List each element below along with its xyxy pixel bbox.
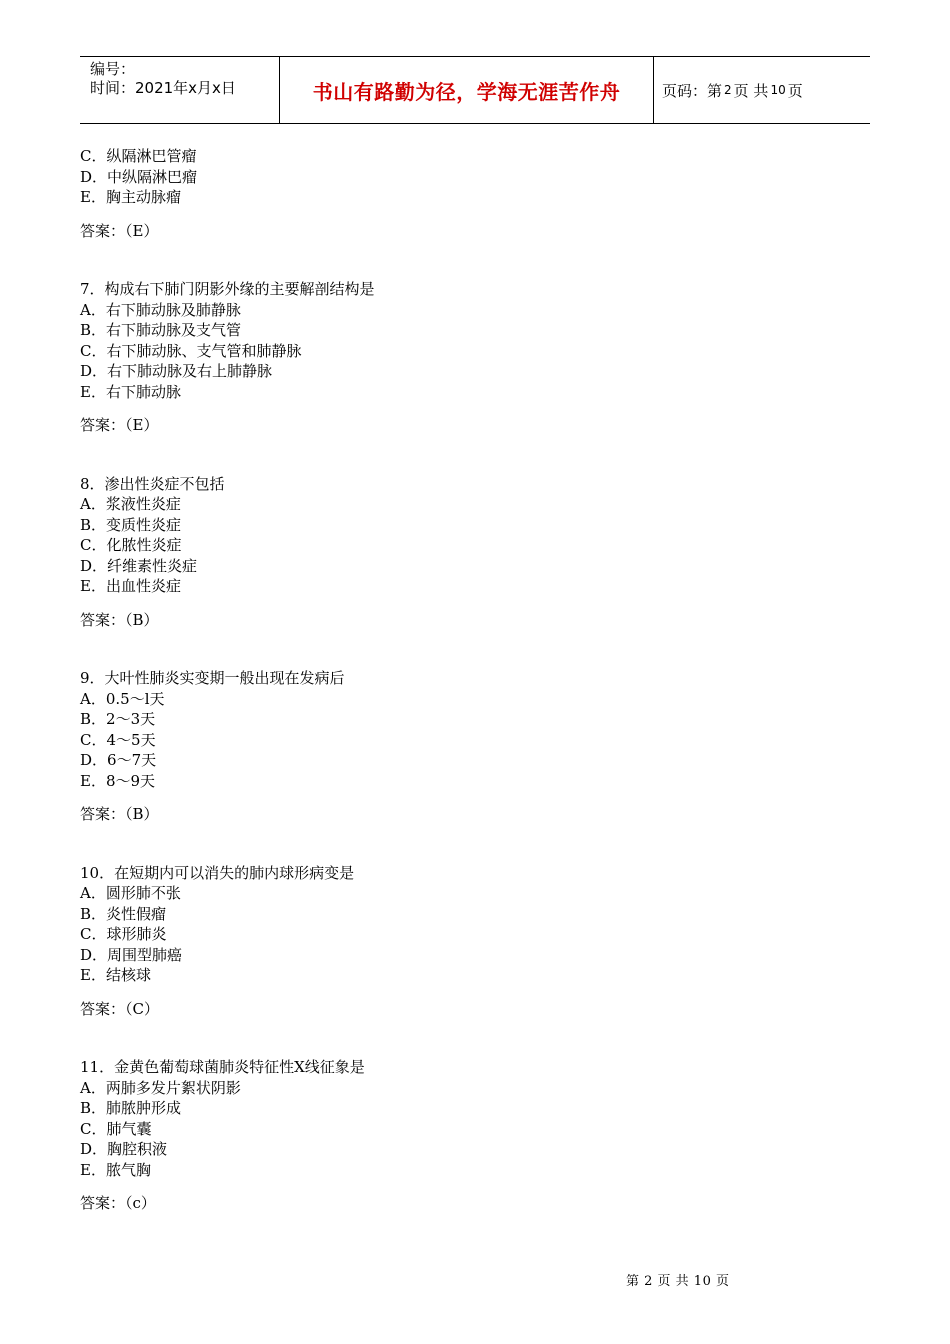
option: D．6～7天 bbox=[80, 751, 157, 769]
question-stem: 10．在短期内可以消失的肺内球形病变是 bbox=[80, 863, 355, 882]
option: C．4～5天 bbox=[80, 730, 156, 749]
header-meta bbox=[80, 57, 280, 123]
question-stem: 7．构成右下肺门阴影外缘的主要解剖结构是 bbox=[80, 280, 375, 298]
option: B．炎性假瘤 bbox=[80, 904, 167, 923]
option: A．圆形肺不张 bbox=[80, 884, 181, 902]
option: C．化脓性炎症 bbox=[80, 536, 182, 554]
question-content bbox=[80, 146, 860, 1214]
option: C．肺气囊 bbox=[80, 1119, 152, 1138]
question-stem: 9．大叶性肺炎实变期一般出现在发病后 bbox=[80, 669, 345, 687]
option: C．右下肺动脉、支气管和肺静脉 bbox=[80, 341, 302, 360]
option: B．右下肺动脉及支气管 bbox=[80, 321, 242, 339]
option: B．变质性炎症 bbox=[80, 515, 182, 534]
option: D．胸腔积液 bbox=[80, 1140, 168, 1158]
question-stem: 8．渗出性炎症不包括 bbox=[80, 474, 225, 493]
option: E．脓气胸 bbox=[80, 1160, 151, 1179]
option: E．出血性炎症 bbox=[80, 577, 181, 595]
option: A．0.5～l天 bbox=[80, 689, 165, 708]
answer: 答案：（E） bbox=[80, 416, 159, 434]
question-7 bbox=[80, 279, 860, 436]
answer: 答案：（C） bbox=[80, 999, 159, 1018]
option: D．周围型肺癌 bbox=[80, 945, 183, 964]
answer: 答案：（E） bbox=[80, 221, 159, 240]
option: D．中纵隔淋巴瘤 bbox=[80, 167, 198, 186]
option: B．2～3天 bbox=[80, 710, 156, 728]
document-time: 时间：2021年x月x日 bbox=[90, 79, 236, 97]
answer: 答案：（c） bbox=[80, 1194, 156, 1212]
header-page-info bbox=[654, 57, 870, 123]
page-header bbox=[80, 56, 870, 124]
option: A．右下肺动脉及肺静脉 bbox=[80, 300, 241, 319]
option: C．球形肺炎 bbox=[80, 925, 167, 943]
option: A．浆液性炎症 bbox=[80, 495, 181, 513]
option: A．两肺多发片絮状阴影 bbox=[80, 1078, 241, 1097]
question-9 bbox=[80, 668, 860, 825]
page-total: 10 bbox=[770, 83, 786, 97]
option: E．右下肺动脉 bbox=[80, 382, 181, 401]
page-number: 2 bbox=[724, 83, 732, 97]
previous-question-tail bbox=[80, 146, 860, 241]
question-10 bbox=[80, 863, 860, 1020]
option: E．结核球 bbox=[80, 966, 151, 984]
header-motto: 书山有路勤为径，学海无涯苦作舟 bbox=[280, 57, 654, 123]
option: D．纤维素性炎症 bbox=[80, 556, 198, 575]
page-footer: 第 2 页 共 10 页 bbox=[626, 1274, 730, 1289]
answer: 答案：（B） bbox=[80, 610, 159, 629]
question-stem: 11．金黄色葡萄球菌肺炎特征性X线征象是 bbox=[80, 1058, 365, 1076]
option: B．肺脓肿形成 bbox=[80, 1099, 182, 1117]
page-mid: 页 共 bbox=[733, 81, 769, 100]
answer: 答案：（B） bbox=[80, 805, 159, 823]
option: D．右下肺动脉及右上肺静脉 bbox=[80, 362, 273, 380]
page-suffix: 页 bbox=[787, 81, 803, 100]
question-11 bbox=[80, 1057, 860, 1214]
page-prefix: 页码：第 bbox=[662, 81, 723, 100]
option: E．胸主动脉瘤 bbox=[80, 188, 181, 206]
option: C．纵隔淋巴管瘤 bbox=[80, 147, 197, 165]
option: E．8～9天 bbox=[80, 771, 156, 790]
document-number-label: 编号： bbox=[90, 60, 136, 78]
question-8 bbox=[80, 474, 860, 631]
